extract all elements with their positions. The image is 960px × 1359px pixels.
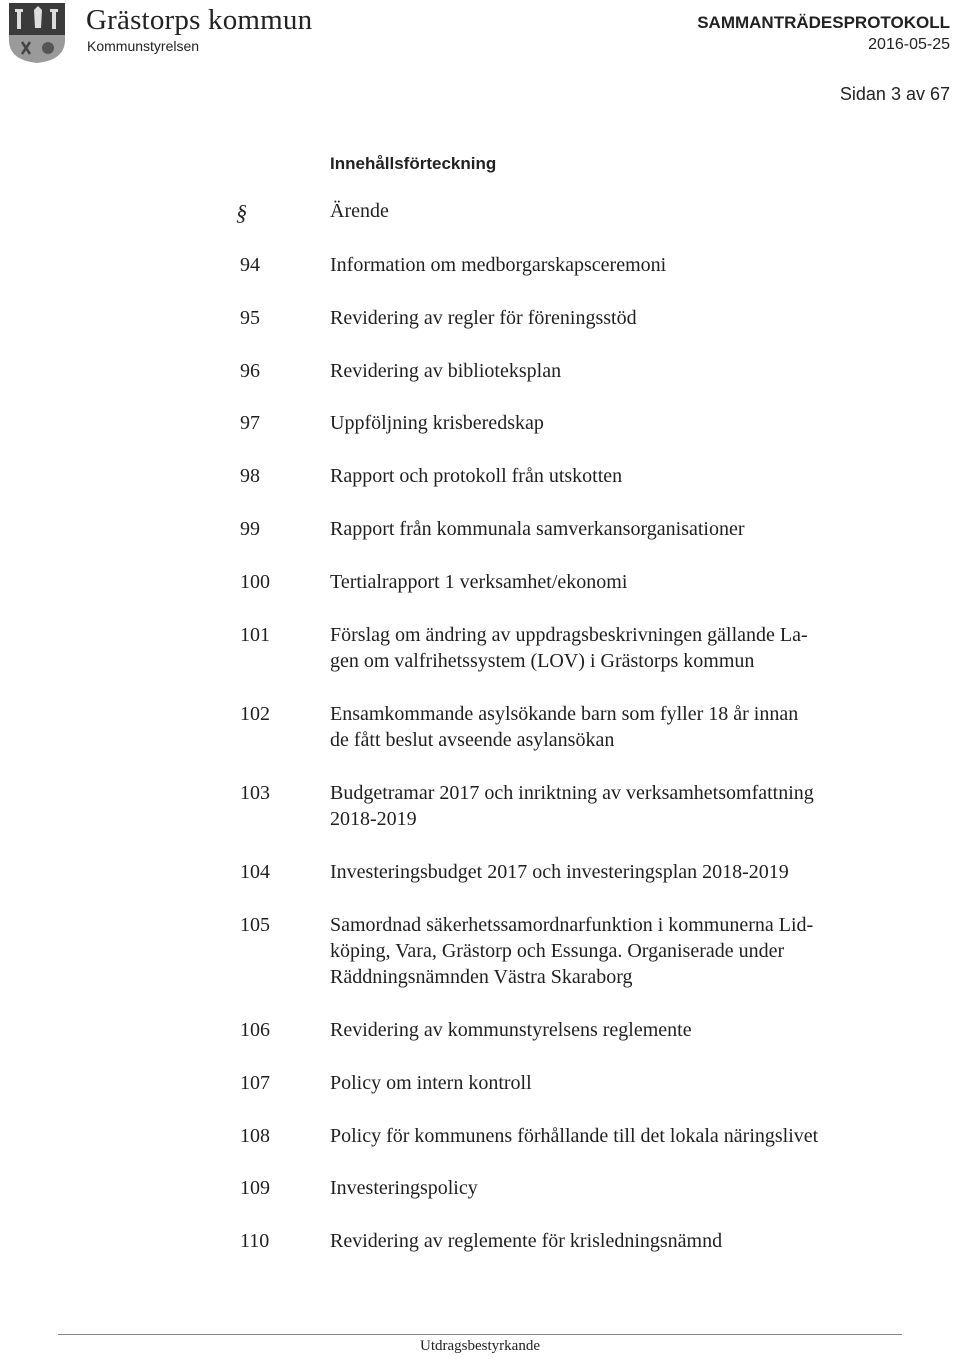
toc-item-title-line: Budgetramar 2017 och inriktning av verksamhetsomfattning (330, 781, 814, 804)
toc-row (240, 305, 920, 331)
toc-item-title (330, 1228, 920, 1254)
toc-row (240, 859, 920, 885)
toc-item-title-line: Ensamkommande asylsökande barn som fyller 18 år innan (330, 702, 799, 725)
toc-row (240, 701, 920, 754)
toc-item-number: 97 (240, 412, 260, 435)
org-name: Grästorps kommun (86, 4, 313, 36)
toc-item-title-line: Investeringsbudget 2017 och investeringsplan 2018-2019 (330, 860, 789, 883)
toc-item-title (330, 305, 920, 331)
toc-item-title-line: Information om medborgarskapsceremoni (330, 254, 667, 276)
toc-row (240, 516, 920, 542)
toc-item-number: 98 (240, 465, 260, 488)
toc-item-number: 109 (240, 1177, 270, 1200)
toc-item-title (330, 358, 920, 384)
org-unit: Kommunstyrelsen (87, 38, 200, 54)
toc-item-title-line: Revidering av biblioteksplan (330, 359, 562, 382)
toc-item-number: 102 (240, 702, 270, 725)
toc-title: Innehållsförteckning (330, 154, 497, 173)
section-symbol: § (236, 200, 247, 225)
toc-row (240, 1175, 920, 1201)
footer-label: Utdragsbestyrkande (420, 1338, 540, 1354)
toc-item-title-line: 2018-2019 (330, 808, 417, 831)
toc-row (240, 569, 920, 595)
toc-item-title (330, 912, 920, 991)
toc-item-title (330, 516, 920, 542)
document-date: 2016-05-25 (868, 36, 950, 53)
toc-item-title-line: Policy för kommunens förhållande till det lokala näringslivet (330, 1124, 819, 1147)
toc-item-number: 100 (240, 570, 270, 593)
toc-item-number: 110 (240, 1230, 270, 1253)
municipal-coat-of-arms-icon (8, 2, 68, 64)
toc-item-number: 95 (240, 306, 260, 329)
toc-item-title (330, 780, 920, 833)
toc-item-title (330, 569, 920, 595)
toc-item-title (330, 701, 920, 754)
toc-item-title-line: Räddningsnämnden Västra Skaraborg (330, 966, 633, 989)
page-number: Sidan 3 av 67 (839, 84, 950, 104)
toc-row (240, 1070, 920, 1096)
footer-divider (58, 1334, 902, 1335)
toc-row (240, 1228, 920, 1254)
toc-row (240, 252, 920, 278)
toc-item-title-line: Rapport och protokoll från utskotten (330, 465, 623, 488)
toc-list (240, 252, 920, 1255)
toc-item-title-line: gen om valfrihetssystem (LOV) i Grästorps kommun (330, 649, 755, 672)
toc-item-title-line: Revidering av reglemente för krisledningsnämnd (330, 1230, 723, 1253)
toc-item-title-line: Förslag om ändring av uppdragsbeskrivningen gällande La- (330, 623, 808, 646)
toc-item-number: 104 (240, 860, 270, 883)
toc-item-number: 106 (240, 1019, 270, 1042)
toc-item-title-line: Samordnad säkerhetssamordnarfunktion i kommunerna Lid- (330, 913, 814, 936)
toc-item-number: 94 (240, 254, 260, 276)
toc-item-title-line: Revidering av regler för föreningsstöd (330, 306, 637, 329)
toc-item-title (330, 859, 920, 885)
toc-item-number: 108 (240, 1124, 270, 1147)
toc-item-title-line: Tertialrapport 1 verksamhet/ekonomi (330, 570, 628, 593)
toc-item-number: 96 (240, 359, 260, 382)
toc-item-title-line: de fått beslut avseende asylansökan (330, 728, 615, 751)
toc-item-title-line: Investeringspolicy (330, 1177, 478, 1200)
toc-item-title-line: Policy om intern kontroll (330, 1071, 532, 1094)
toc-row (240, 912, 920, 991)
toc-item-number: 107 (240, 1071, 270, 1094)
toc-item-number: 99 (240, 517, 260, 540)
toc-item-number: 105 (240, 913, 270, 936)
toc-item-title (330, 463, 920, 489)
column-header-arende: Ärende (330, 200, 389, 222)
toc-item-title-line: köping, Vara, Grästorp och Essunga. Organiserade under (330, 939, 785, 962)
toc-item-number: 103 (240, 781, 270, 804)
toc-row (240, 1123, 920, 1149)
toc-item-title-line: Uppföljning krisberedskap (330, 412, 544, 435)
toc-row (240, 780, 920, 833)
toc-item-title (330, 1123, 920, 1149)
toc-row (240, 410, 920, 436)
toc-item-title (330, 410, 920, 436)
toc-row (240, 463, 920, 489)
toc-item-title (330, 622, 920, 675)
document-type: SAMMANTRÄDESPROTOKOLL (697, 13, 950, 32)
toc-item-title (330, 1175, 920, 1201)
toc-item-title-line: Rapport från kommunala samverkansorganisationer (330, 517, 745, 540)
toc-row (240, 622, 920, 675)
toc-item-number: 101 (240, 623, 270, 646)
toc-row (240, 1017, 920, 1043)
toc-item-title-line: Revidering av kommunstyrelsens reglemente (330, 1019, 692, 1042)
toc-item-title (330, 252, 920, 278)
toc-item-title (330, 1070, 920, 1096)
toc-item-title (330, 1017, 920, 1043)
toc-row (240, 358, 920, 384)
